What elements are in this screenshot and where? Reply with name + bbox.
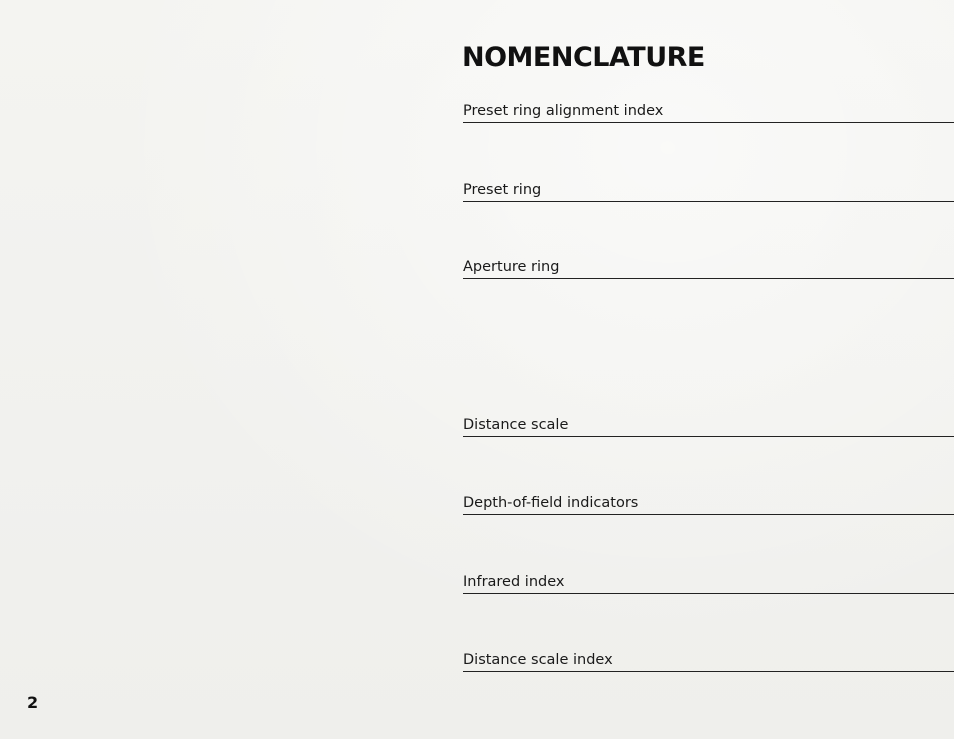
page-number: 2 [27, 693, 39, 712]
label-infrared-index [463, 571, 954, 594]
page-title: NOMENCLATURE [462, 42, 705, 73]
label-preset-ring-alignment-index [463, 100, 954, 123]
label-text: Infrared index [463, 574, 565, 590]
label-distance-scale-index [463, 649, 954, 672]
label-aperture-ring [463, 256, 954, 279]
label-text: Depth-of-field indicators [463, 495, 639, 511]
label-depth-of-field-indicators [463, 492, 954, 515]
label-text: Distance scale [463, 417, 569, 433]
label-preset-ring [463, 179, 954, 202]
label-distance-scale [463, 414, 954, 437]
label-text: Distance scale index [463, 652, 613, 668]
label-text: Aperture ring [463, 259, 560, 275]
label-text: Preset ring [463, 182, 542, 198]
label-text: Preset ring alignment index [463, 103, 664, 119]
